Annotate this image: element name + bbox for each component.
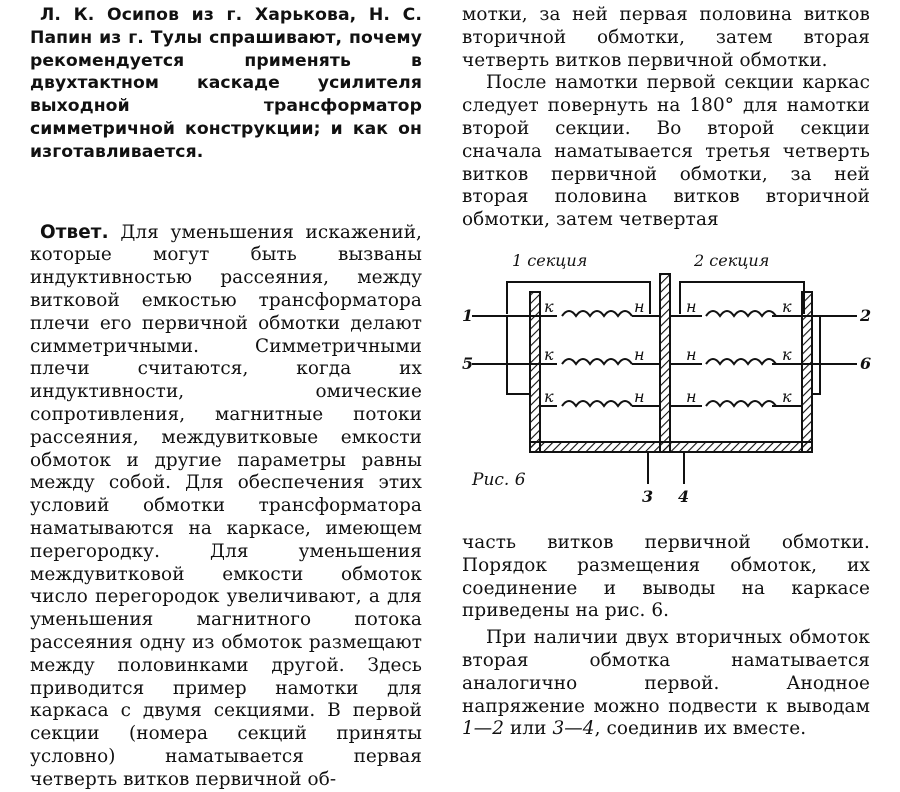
coil-6 [706, 401, 776, 406]
lead-sec1-top [507, 282, 650, 314]
section2-label: 2 секция [694, 250, 770, 270]
answer-label: Ответ. [40, 221, 109, 243]
end-mark: н [634, 386, 645, 406]
lead-sec1-side [507, 316, 530, 394]
terminal-4: 4 [678, 486, 690, 506]
end-mark: н [686, 296, 697, 316]
start-mark: к [544, 296, 554, 316]
para4-text-a: При наличии двух вторичных обмоток вторая обмотка наматывается аналогично первой. Анодное напряжение можно подвести к выводам [462, 627, 870, 717]
lead-sec2-side [812, 316, 820, 394]
secondary-windings-paragraph [462, 627, 870, 741]
continued-paragraph: мотки, за ней первая половина витков вторичной обмотки, затем вторая четверть витков первичной обмотки. [462, 4, 870, 71]
end-mark: н [634, 344, 645, 364]
terminal-3: 3 [642, 486, 654, 506]
para4-text-b: или [504, 718, 553, 740]
figure-caption: Рис. 6 [472, 469, 526, 490]
terminal-1: 1 [462, 305, 474, 325]
para4-text-c: , соединив их вместе. [594, 718, 807, 740]
coil-2 [562, 359, 632, 364]
coil-5 [706, 359, 776, 364]
start-mark: к [782, 344, 792, 364]
answer-paragraph [30, 222, 422, 792]
terminal-5: 5 [462, 353, 474, 373]
terminals-3-4: 3—4 [552, 718, 595, 740]
end-mark: н [686, 386, 697, 406]
start-mark: к [544, 344, 554, 364]
answer-text: Для уменьшения искажений, которые могут быть вызваны индуктивностью рассеяния, между витковой емкостью трансформатора плечи его первичной обмотки делают симметричными. Симметричными плечи считаются, когда их индуктивности, омические сопротивления, магнитные потоки рассеяния, междувитковые емкости обмоток и другие параметры равны между собой. Для обеспечения этих условий обмотки трансформатора наматываются на каркасе, имеющем перегородку. Для уменьшения междувитковой емкости обмоток число перегородок увеличивают, а для уменьшения магнитного потока рассеяния одну из обмоток размещают между половинками другой. Здесь приводится пример намотки для каркаса с двумя секциями. В первой секции (номера секций приняты условно) наматывается первая четверть витков первичной об- [30, 221, 422, 790]
coil-4 [706, 311, 776, 316]
center-partition [660, 274, 670, 452]
end-mark: н [686, 344, 697, 364]
second-section-paragraph: После намотки первой секции каркас следует повернуть на 180° для намотки второй секции. Во второй секции сначала наматывается третья четверть витков первичной обмотки, за ней вторая половина витков вторичной обмотки, затем четвертая [462, 72, 870, 231]
left-column [30, 4, 422, 792]
section1-label: 1 секция [512, 250, 588, 270]
terminal-6: 6 [860, 353, 872, 373]
coil-3 [562, 401, 632, 406]
right-column [462, 4, 870, 741]
terminals-1-2: 1—2 [462, 718, 505, 740]
terminal-2: 2 [860, 305, 872, 325]
coil-1 [562, 311, 632, 316]
start-mark: к [782, 386, 792, 406]
transformer-winding-figure [462, 244, 870, 530]
start-mark: к [782, 296, 792, 316]
connection-paragraph: часть витков первичной обмотки. Порядок размещения обмоток, их соединение и выводы на каркасе приведены на рис. 6. [462, 531, 870, 622]
bobbin-base [530, 442, 812, 452]
start-mark: к [544, 386, 554, 406]
reader-question: Л. К. Осипов из г. Харькова, Н. С. Папин из г. Тулы спрашивают, почему рекомендуется применять в двухтактном каскаде усилителя выходной трансформатор симметричной конструкции; и как он изготавливается. [30, 5, 422, 162]
end-mark: н [634, 296, 645, 316]
